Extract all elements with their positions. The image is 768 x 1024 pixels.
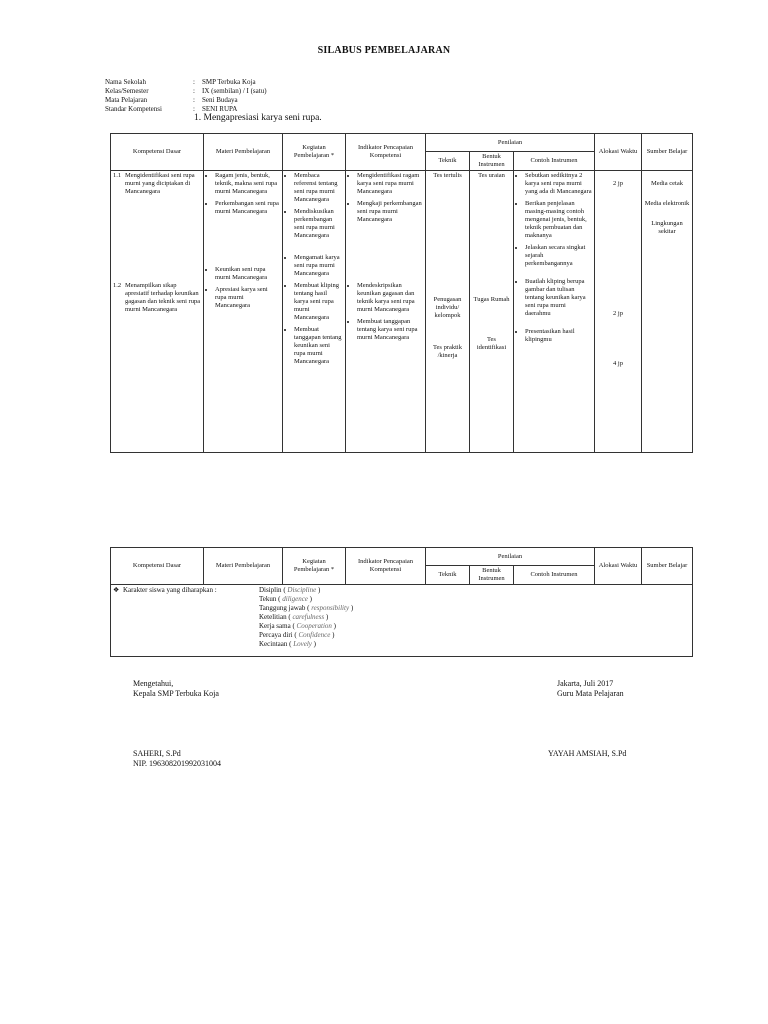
header-teknik: Teknik (426, 566, 470, 585)
teknik-item: Penugasan individu/ kelompok (433, 296, 462, 319)
header-kompetensi-dasar: Kompetensi Dasar (111, 134, 204, 171)
school-row (105, 78, 322, 87)
list-item: • Buatlah kliping berupa gambar dan tulisan tentang keunikan karya seni rupa murni daerahmu (525, 278, 592, 318)
teknik-item: Tes praktik /kinerja (433, 344, 462, 359)
subject-label: Mata Pelajaran (105, 96, 148, 104)
list-item: Disiplin ( Discipline ) (259, 586, 321, 594)
header-kompetensi-dasar: Kompetensi Dasar (111, 548, 204, 585)
header-bentuk: Bentuk Instrumen (470, 566, 514, 585)
character-label: Karakter siswa yang diharapkan : (123, 586, 217, 594)
kd-number: 1.2 (113, 282, 122, 289)
list-item: • Sebutkan sedikitnya 2 karya seni rupa murni yang ada di Mancanegara (525, 172, 592, 196)
colon: : (193, 78, 195, 86)
alokasi-cell (595, 171, 642, 453)
teknik-cell (426, 171, 470, 453)
headmaster-nip: NIP. 196308201992031004 (133, 759, 222, 768)
list-item: • Keunikan seni rupa murni Mancanegara (215, 266, 280, 282)
colon: : (193, 96, 195, 104)
header-materi: Materi Pembelajaran (204, 548, 283, 585)
list-item: • Membuat tanggapan tentang keunikan seni rupa murni Mancanegara (294, 326, 343, 366)
header-kegiatan: Kegiatan Pembelajaran * (283, 134, 346, 171)
list-item: • Mengidentifikasi ragam karya seni rupa murni Mancanegara (357, 172, 423, 196)
syllabus-table (110, 133, 693, 453)
list-item: Kecintaan ( Lovely ) (259, 640, 316, 648)
list-item: Percaya diri ( Confidence ) (259, 631, 335, 639)
standard-sub-row (105, 114, 322, 123)
list-item: • Berikan penjelasan masing-masing contoh mengenai jenis, bentuk, teknik pembuatan dan maknanya (525, 200, 592, 240)
list-item: • Presentasikan hasil klipingmu (525, 328, 592, 344)
sumber-cell (642, 171, 693, 453)
colon: : (193, 87, 195, 95)
headmaster-name: SAHERI, S.Pd (133, 749, 181, 758)
list-item: • Mendiskusikan perkembangan seni rupa murni Mancanegara (294, 208, 343, 240)
list-item: • Membaca referensi tentang seni rupa murni Mancanegara (294, 172, 343, 204)
approval-block (133, 679, 219, 699)
subject-row (105, 96, 322, 105)
character-table (110, 547, 693, 657)
list-item: Kerja sama ( Cooperation ) (259, 622, 337, 630)
header-sumber: Sumber Belajar (642, 548, 693, 585)
kegiatan-cell (283, 171, 346, 453)
school-label: Nama Sekolah (105, 78, 147, 86)
school-value: SMP Terbuka Koja (202, 78, 256, 86)
list-item: • Mengamati karya seni rupa murni Mancanegara (294, 254, 343, 278)
kd-item (113, 172, 201, 196)
header-penilaian: Penilaian (426, 548, 595, 566)
list-item: Ketelitian ( carefulness ) (259, 613, 329, 621)
header-contoh: Contoh Instrumen (514, 566, 595, 585)
standard-subtitle: 1. Mengapresiasi karya seni rupa. (194, 113, 322, 123)
bentuk-cell (470, 171, 514, 453)
bentuk-item: Tes identifikasi (476, 336, 507, 351)
list-item: • Membuat kliping tentang hasil karya seni rupa murni Mancanegara (294, 282, 343, 322)
character-list (259, 586, 690, 649)
header-alokasi: Alokasi Waktu (595, 548, 642, 585)
class-row (105, 87, 322, 96)
bentuk-item: Tugas Rumah (473, 296, 510, 303)
list-item: • Mengkaji perkembangan seni rupa murni Mancanegara (357, 200, 423, 224)
header-contoh: Contoh Instrumen (514, 152, 595, 171)
header-bentuk: Bentuk Instrumen (470, 152, 514, 171)
contoh-cell (514, 171, 595, 453)
diamond-bullet-icon: ❖ (113, 586, 120, 594)
list-item: • Apresiasi karya seni rupa murni Mancanegara (215, 286, 280, 310)
list-item: Tekun ( diligence ) (259, 595, 312, 603)
header-kegiatan: Kegiatan Pembelajaran * (283, 548, 346, 585)
materi-cell (204, 171, 283, 453)
sumber-item: Media cetak (651, 180, 683, 187)
header-indikator: Indikator Pencapaian Kompetensi (346, 134, 426, 171)
teacher-block (557, 679, 624, 699)
list-item: • Jelaskan secara singkat sejarah perkembangannya (525, 244, 592, 268)
alokasi-item: 2 jp (613, 180, 623, 187)
headmaster-signature (133, 749, 221, 769)
header-materi: Materi Pembelajaran (204, 134, 283, 171)
class-value: IX (sembilan) / I (satu) (202, 87, 267, 95)
colon: : (193, 105, 195, 113)
header-sumber: Sumber Belajar (642, 134, 693, 171)
list-item: • Mendeskripsikan keunikan gagasan dan teknik karya seni rupa murni Mancanegara (357, 282, 423, 314)
header-indikator: Indikator Pencapaian Kompetensi (346, 548, 426, 585)
list-item: • Perkembangan seni rupa murni Mancanegara (215, 200, 280, 216)
kd-text: Mengidentifikasi seni rupa murni yang diciptakan di Mancanegara (125, 172, 195, 195)
header-alokasi: Alokasi Waktu (595, 134, 642, 171)
alokasi-item: 2 jp (613, 310, 623, 317)
teacher-title: Guru Mata Pelajaran (557, 689, 624, 698)
kd-text: Menampilkan sikap apresiatif terhadap keunikan gagasan dan teknik seni rupa murni Mancanegara (125, 282, 201, 313)
sumber-item: Lingkungan sekitar (651, 220, 683, 235)
bentuk-item: Tes uraian (478, 172, 505, 179)
kd-item (113, 282, 201, 314)
teacher-name: YAYAH AMSIAH, S.Pd (548, 749, 627, 758)
teacher-signature (548, 749, 626, 759)
list-item: • Membuat tanggapan tentang karya seni rupa murni Mancanegara (357, 318, 423, 342)
place-date: Jakarta, Juli 2017 (557, 679, 614, 688)
standard-value: SENI RUPA (202, 105, 238, 113)
document-title: SILABUS PEMBELAJARAN (317, 45, 451, 56)
list-item: • Ragam jenis, bentuk, teknik, makna seni rupa murni Mancanegara (215, 172, 280, 196)
alokasi-item: 4 jp (613, 360, 623, 367)
header-teknik: Teknik (426, 152, 470, 171)
headmaster-title: Kepala SMP Terbuka Koja (133, 689, 219, 698)
header-penilaian: Penilaian (426, 134, 595, 152)
class-label: Kelas/Semester (105, 87, 149, 95)
sumber-item: Media elektronik (644, 200, 690, 207)
list-item: Tanggung jawab ( responsibility ) (259, 604, 354, 612)
standard-label: Standar Kompetensi (105, 105, 162, 113)
kd-cell (111, 171, 204, 453)
identity-block (105, 78, 322, 123)
indikator-cell (346, 171, 426, 453)
approval-line: Mengetahui, (133, 679, 174, 688)
kd-number: 1.1 (113, 172, 122, 179)
subject-value: Seni Budaya (202, 96, 238, 104)
character-cell (111, 585, 693, 657)
teknik-item: Tes tertulis (433, 172, 462, 179)
